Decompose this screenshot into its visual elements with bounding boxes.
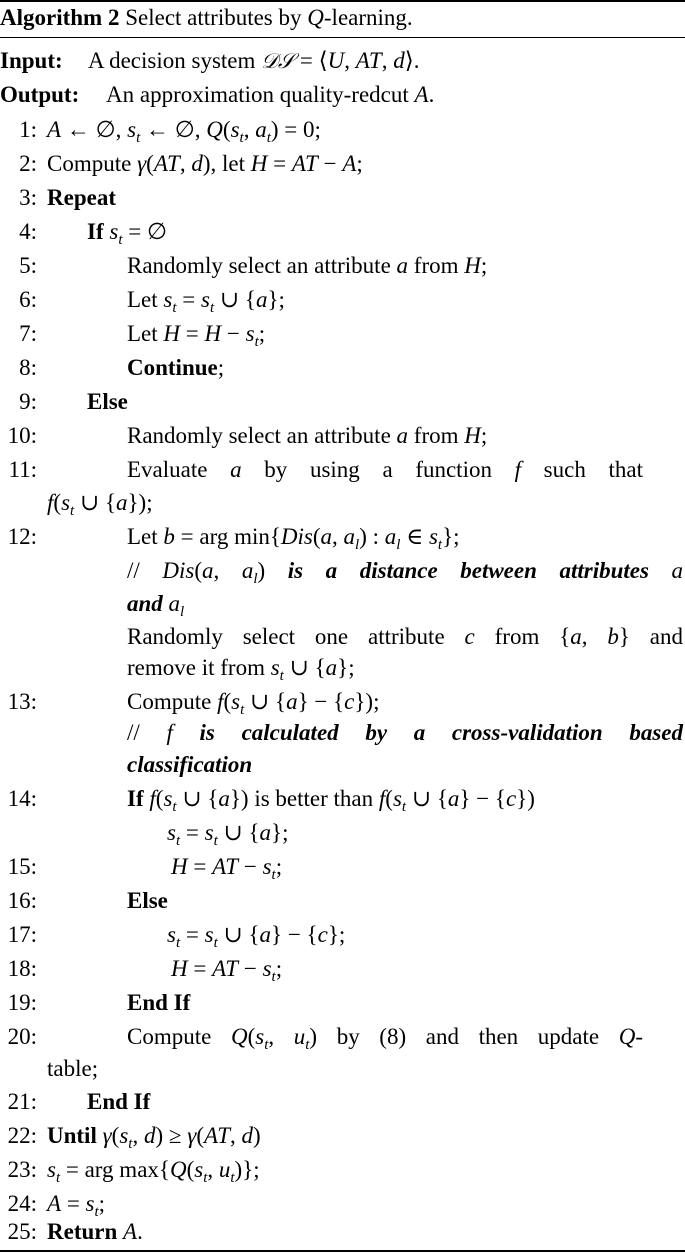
step-7: 7: Let $H = H - s_t$;	[19, 321, 266, 350]
comment-12: // Dis(a, $a_l$) is a distance between attributes a	[127, 558, 684, 587]
step-16: $s_t = s_t$ ∪ {a};	[167, 820, 289, 849]
input-label: Input:	[0, 48, 63, 73]
caption-text: Select attributes by Q-learning.	[125, 5, 413, 30]
step-25: 23: $s_t$ = arg $\max\{Q(s_t$, $u_t$)};	[7, 1157, 260, 1186]
algorithm-caption	[0, 1, 413, 35]
step-13: Randomly select one attribute c from {a, b} and	[127, 624, 683, 649]
step-22-cont: table;	[47, 1056, 99, 1081]
output-label: Output:	[0, 82, 80, 107]
step-11-cont: $f(s_t$ ∪ {a});	[47, 490, 153, 519]
step-26: 24: $A = s_t$;	[7, 1191, 106, 1220]
input-line	[0, 44, 685, 78]
comment-14-cont: classification	[127, 752, 253, 777]
step-6: 6: Let $s_t = s_t$ ∪ {a};	[19, 287, 285, 316]
caption-rule	[0, 37, 685, 38]
step-13-cont: remove it from $s_t$ ∪ {a};	[127, 655, 355, 684]
step-23: 21: End If	[7, 1089, 151, 1114]
step-21: 19: End If	[7, 990, 191, 1015]
step-17: 15: H = AT − $s_t$;	[7, 854, 283, 883]
comment-14: // f is calculated by a cross-validation based	[127, 720, 684, 745]
step-20: 18: H = AT − $s_t$;	[7, 956, 283, 985]
output-line	[0, 78, 685, 112]
comment-12-cont: and $a_l$	[127, 591, 185, 620]
step-5: 5: Randomly select an attribute a from H;	[19, 253, 488, 278]
step-19: 17: $s_t = s_t$ ∪ {a} − {c};	[7, 922, 346, 951]
step-12: 12: Let b = arg min{Dis(a, $a_l$) : $a_l$ ∈ $s_t$};	[7, 524, 460, 553]
step-2: 2: Compute γ(AT, d), let H = AT − A;	[19, 151, 363, 176]
step-8: 8: Continue;	[19, 355, 225, 380]
output-text: An approximation quality-redcut A.	[106, 82, 435, 107]
step-10: 10: Randomly select an attribute a from H;	[7, 423, 488, 448]
step-11: 11: Evaluate a by using a function f such that	[8, 457, 643, 482]
step-15: 14: If $f(s_t$ ∪ {a}) is better than $f(s_t$ ∪ {a} − {c})	[7, 786, 535, 815]
step-1: 1: A ← ∅, $s_t$ ← ∅, $Q(s_t$, $a_t) = 0$;	[19, 117, 321, 146]
step-24: 22: Until $\gamma(s_t$, d) ≥ γ(AT, d)	[7, 1123, 261, 1152]
bottom-rule	[0, 1250, 685, 1252]
step-3: 3: Repeat	[19, 185, 116, 210]
step-9: 9: Else	[19, 389, 128, 414]
step-4: 4: If $s_t$ = ∅	[19, 219, 168, 248]
step-27: 25: Return A.	[7, 1219, 143, 1244]
step-22: 20: Compute $Q(s_t$, $u_t$) by (8) and then update Q-	[7, 1024, 644, 1053]
input-text: A decision system 𝒟𝒮 = ⟨U, AT, d⟩.	[88, 48, 420, 73]
step-14: 13: Compute $f(s_t$ ∪ {a} − {c});	[7, 689, 380, 718]
step-18: 16: Else	[7, 888, 168, 913]
caption-label: Algorithm 2	[0, 5, 120, 30]
